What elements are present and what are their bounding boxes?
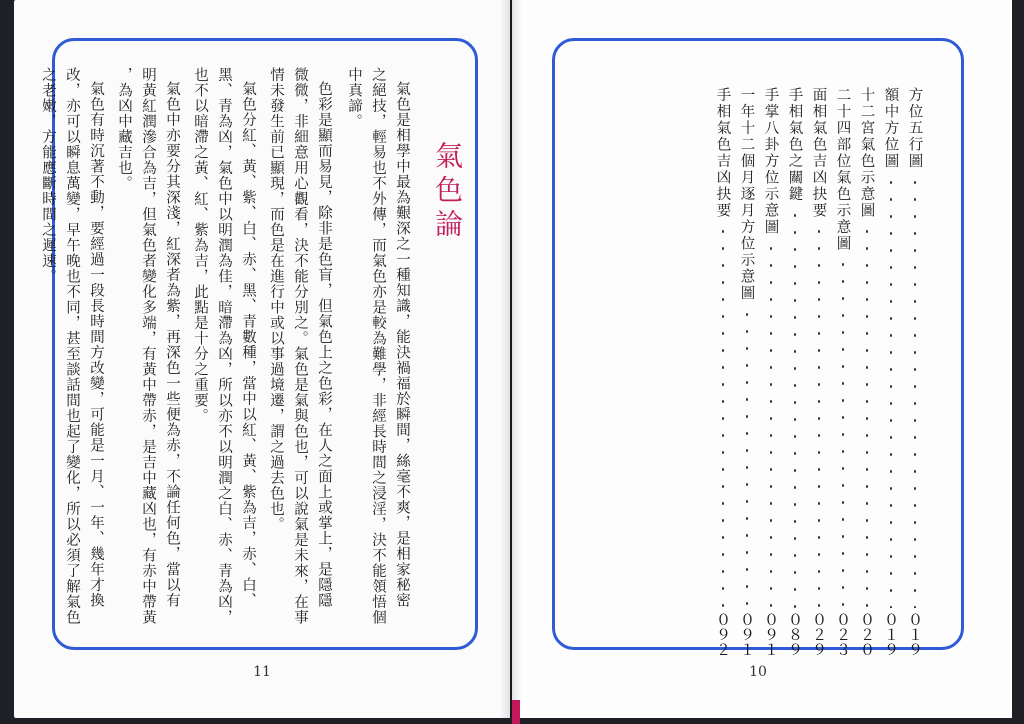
toc-entry[interactable] (807, 87, 831, 657)
toc-entry[interactable] (735, 87, 759, 657)
page-border-frame (40, 38, 478, 650)
toc-entry-title: 二十四部位氣色示意圖 (834, 87, 851, 252)
text-column: 之老嫩，方能應斷時間之遲速。 (40, 67, 56, 284)
text-column: 中真諦。 (346, 67, 362, 129)
toc-entry-page: ０２３ (834, 612, 852, 657)
toc-entry-title: 手掌八卦方位示意圖 (762, 87, 779, 236)
toc-entry-title: 一年十二個月逐月方位示意圖 (738, 87, 755, 302)
toc-entry-page: ０９１ (762, 612, 780, 657)
text-column: 之絕技，輕易也不外傳，而氣色亦是較為難學，非經長時間之浸淫，決不能領悟個 (370, 67, 386, 625)
text-column: 也不以暗滯之黃、紅、紫為吉，此點是十分之重要。 (192, 67, 208, 424)
right-page (512, 0, 1012, 718)
toc-entry-page: ０１９ (882, 612, 900, 657)
text-column: 氣色分紅、黃、紫、白、赤、黑、青數種，當中以紅、黃、紫為吉，赤、白、 (240, 81, 256, 608)
page-border-frame (552, 38, 964, 657)
leader-dots (890, 174, 892, 609)
toc-entry[interactable] (783, 87, 807, 657)
toc-entry[interactable] (903, 87, 927, 657)
toc-entry[interactable] (831, 87, 855, 657)
toc-entry-title: 十二宮氣色示意圖 (858, 87, 875, 219)
toc-entry-title: 額中方位圖 (882, 87, 899, 170)
text-column: 黑、青為凶，氣色中以明潤為佳，暗滯為凶，所以亦不以明潤之白、赤、青為凶， (216, 67, 232, 625)
toc-entry-page: ０１９ (906, 612, 924, 657)
toc-entry[interactable] (711, 87, 735, 657)
leader-dots (722, 223, 724, 608)
leader-dots (770, 240, 772, 609)
toc-entry[interactable] (855, 87, 879, 657)
leader-dots (746, 306, 748, 609)
text-column: 氣色中亦要分其深淺，紅深者為紫，再深色一些便為赤，不論任何色，當以有 (164, 81, 180, 608)
essay-title: 氣色論 (431, 141, 464, 243)
toc-entry-title: 面相氣色吉凶抉要 (810, 87, 827, 219)
text-column: 明黃紅潤滲合為吉，但氣色者變化多端，有黃中帶赤，是吉中藏凶也，有赤中帶黃 (140, 67, 156, 625)
toc-entry-page: ０９１ (738, 612, 756, 657)
left-page (14, 0, 510, 718)
page-number: 10 (749, 664, 767, 680)
toc-entry[interactable] (759, 87, 783, 657)
text-column: 氣色是相學中最為艱深之一種知識，能決禍福於瞬間，絲毫不爽，是相家秘密 (394, 81, 410, 608)
toc-entry-title: 手相氣色之關鍵 (786, 87, 803, 203)
text-column: ，為凶中藏吉也。 (116, 67, 132, 191)
toc-entry-page: ０９２ (714, 612, 732, 657)
text-column: 微微，非細意用心觀看，決不能分別之。氣色是氣與色也，可以說氣是未來，在事 (292, 67, 308, 625)
toc-entry-page: ０２０ (858, 612, 876, 657)
text-column: 情未發生前已顯現，而色是在進行中或以事過境遷，謂之過去色也。 (268, 67, 284, 532)
toc-entry[interactable] (879, 87, 903, 657)
toc-entry-page: ０２９ (810, 612, 828, 657)
leader-dots (818, 223, 820, 608)
bookmark-ribbon (512, 700, 520, 724)
text-column: 改，亦可以瞬息萬變，早午晚也不同，甚至談話間也起了變化，所以必須了解氣色 (64, 67, 80, 625)
toc-entry-page: ０８９ (786, 612, 804, 657)
page-number: 11 (253, 664, 271, 680)
toc-entry-title: 手相氣色吉凶抉要 (714, 87, 731, 219)
leader-dots (794, 207, 796, 609)
text-column: 色彩是顯而易見，除非是色盲，但氣色上之色彩，在人之面上或掌上，是隱隱 (316, 81, 332, 608)
leader-dots (842, 256, 844, 608)
leader-dots (914, 174, 916, 609)
text-column: 氣色有時沉著不動，要經過一段長時間方改變，可能是一月、一年、幾年才換 (88, 81, 104, 608)
leader-dots (866, 223, 868, 608)
toc-entry-title: 方位五行圖 (906, 87, 923, 170)
